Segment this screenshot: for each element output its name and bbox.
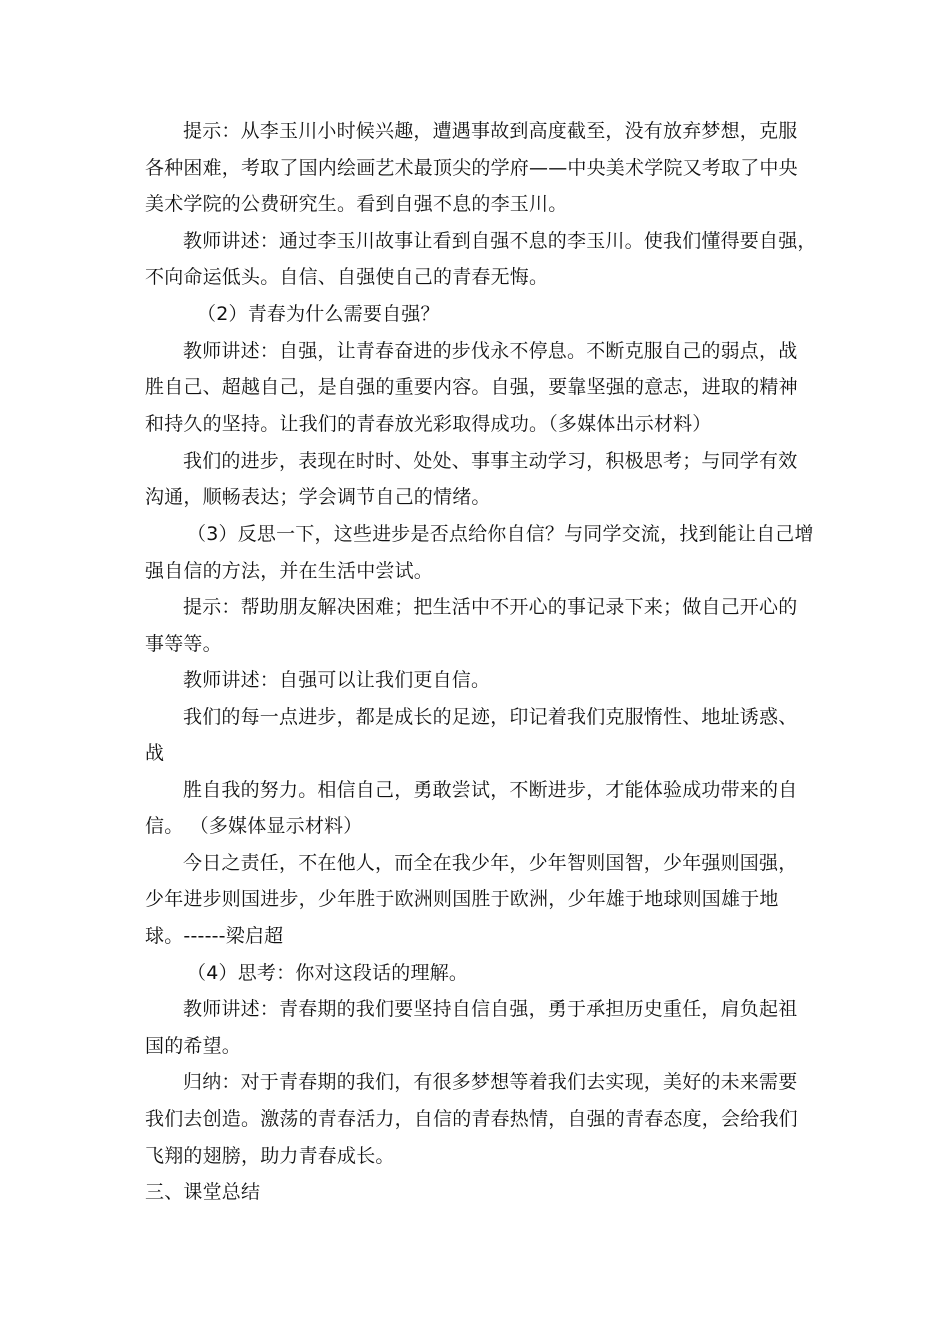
paragraph-line: 球。------梁启超 bbox=[145, 925, 284, 947]
paragraph-line: 胜自我的努力。相信自己，勇敢尝试，不断进步，才能体验成功带来的自 bbox=[183, 779, 798, 801]
paragraph-line: 教师讲述：自强可以让我们更自信。 bbox=[183, 669, 491, 691]
paragraph-line: 提示：帮助朋友解决困难；把生活中不开心的事记录下来；做自己开心的 bbox=[183, 596, 798, 618]
paragraph-line: 美术学院的公费研究生。看到自强不息的李玉川。 bbox=[145, 193, 568, 215]
paragraph-line: 少年进步则国进步，少年胜于欧洲则国胜于欧洲，少年雄于地球则国雄于地 bbox=[145, 888, 779, 910]
paragraph-line: 不向命运低头。自信、自强使自己的青春无悔。 bbox=[145, 266, 549, 288]
paragraph-line: 教师讲述：通过李玉川故事让看到自强不息的李玉川。使我们懂得要自强， bbox=[183, 230, 817, 252]
section-subheading: （2）青春为什么需要自强？ bbox=[197, 303, 440, 325]
paragraph-line: 事等等。 bbox=[145, 633, 222, 655]
paragraph-line: 信。 （多媒体显示材料） bbox=[145, 815, 363, 837]
paragraph-line: 和持久的坚持。让我们的青春放光彩取得成功。（多媒体出示材料） bbox=[145, 413, 712, 435]
paragraph-line: 教师讲述：青春期的我们要坚持自信自强，勇于承担历史重任，肩负起祖 bbox=[183, 998, 798, 1020]
paragraph-line: 胜自己、超越自己，是自强的重要内容。自强，要靠坚强的意志，进取的精神 bbox=[145, 376, 798, 398]
paragraph-line: 各种困难，考取了国内绘画艺术最顶尖的学府——中央美术学院又考取了中央 bbox=[145, 157, 798, 179]
paragraph-line: 教师讲述：自强，让青春奋进的步伐永不停息。不断克服自己的弱点，战 bbox=[183, 340, 798, 362]
paragraph-line: 提示：从李玉川小时候兴趣，遭遇事故到高度截至，没有放弃梦想，克服 bbox=[183, 120, 798, 142]
paragraph-line: 今日之责任，不在他人，而全在我少年，少年智则国智，少年强则国强， bbox=[183, 852, 798, 874]
section-subheading: （4）思考：你对这段话的理解。 bbox=[187, 962, 469, 984]
paragraph-line: 我们的进步，表现在时时、处处、事事主动学习，积极思考；与同学有效 bbox=[183, 450, 798, 472]
paragraph-line: 归纳：对于青春期的我们，有很多梦想等着我们去实现，美好的未来需要 bbox=[183, 1071, 798, 1093]
paragraph-line: 沟通，顺畅表达；学会调节自己的情绪。 bbox=[145, 486, 491, 508]
paragraph-line: 我们的每一点进步，都是成长的足迹，印记着我们克服惰性、地址诱惑、 bbox=[183, 706, 798, 728]
section-subheading: （3）反思一下，这些进步是否点给你自信？与同学交流，找到能让自己增 bbox=[187, 523, 814, 545]
paragraph-line: 强自信的方法，并在生活中尝试。 bbox=[145, 560, 434, 582]
paragraph-line: 国的希望。 bbox=[145, 1035, 242, 1057]
paragraph-line: 战 bbox=[145, 742, 165, 764]
section-heading: 三、课堂总结 bbox=[145, 1181, 261, 1203]
paragraph-line: 飞翔的翅膀，助力青春成长。 bbox=[145, 1145, 395, 1167]
paragraph-line: 我们去创造。激荡的青春活力，自信的青春热情，自强的青春态度，会给我们 bbox=[145, 1108, 798, 1130]
